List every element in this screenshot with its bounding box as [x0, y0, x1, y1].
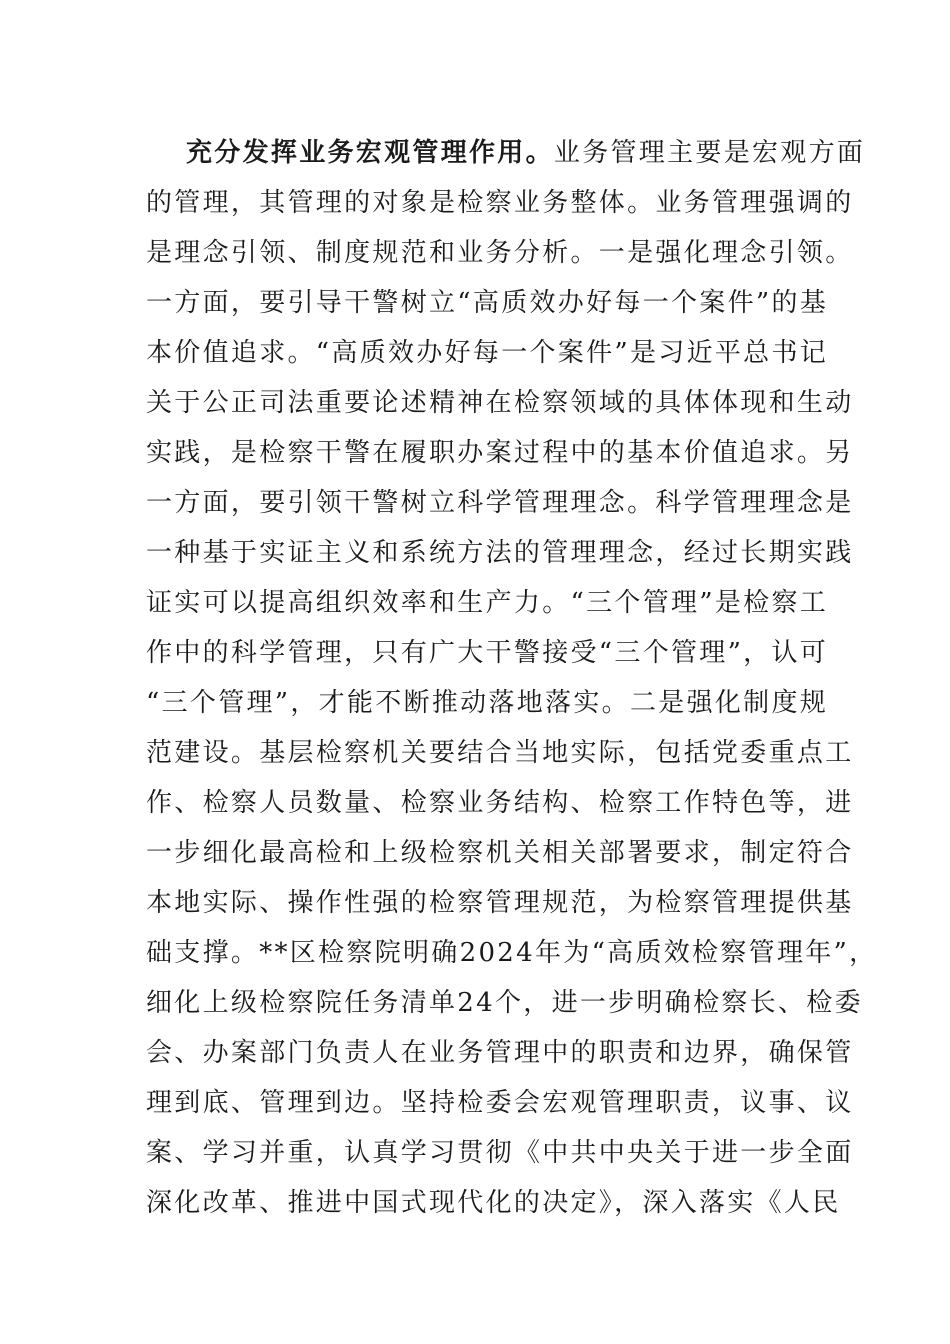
text-line: 本价值追求。“高质效办好每一个案件”是习近平总书记 — [146, 338, 829, 368]
text-line: 会、办案部门负责人在业务管理中的职责和边界，确保管 — [146, 1038, 854, 1068]
text-line: 关于公正司法重要论述精神在检察领域的具体体现和生动 — [146, 388, 854, 418]
text-line: 理到底、管理到边。坚持检委会宏观管理职责，议事、议 — [146, 1088, 854, 1118]
text-line: 一方面，要引领干警树立科学管理理念。科学管理理念是 — [146, 488, 854, 518]
text-line: 作、检察人员数量、检察业务结构、检察工作特色等，进 — [146, 788, 854, 818]
text-line: 实践，是检察干警在履职办案过程中的基本价值追求。另 — [146, 438, 854, 468]
text-line: 的管理，其管理的对象是检察业务整体。业务管理强调的 — [146, 188, 854, 218]
body-paragraph — [146, 128, 878, 1228]
text-line: “三个管理”，才能不断推动落地落实。二是强化制度规 — [146, 688, 829, 718]
text-line: 作中的科学管理，只有广大干警接受“三个管理”，认可 — [146, 638, 829, 668]
text-line: 本地实际、操作性强的检察管理规范，为检察管理提供基 — [146, 888, 854, 918]
paragraph-heading: 充分发挥业务宏观管理作用。 — [186, 138, 554, 168]
text-line: 深化改革、推进中国式现代化的决定》，深入落实《人民 — [146, 1188, 841, 1218]
paragraph-first-line — [146, 128, 866, 178]
text-line: 一步细化最高检和上级检察机关相关部署要求，制定符合 — [146, 838, 854, 868]
text-line: 是理念引领、制度规范和业务分析。一是强化理念引领。 — [146, 238, 854, 268]
text-line: 一种基于实证主义和系统方法的管理理念，经过长期实践 — [146, 538, 854, 568]
text-line: 一方面，要引导干警树立“高质效办好每一个案件”的基 — [146, 288, 829, 318]
text-line: 业务管理主要是宏观方面 — [553, 138, 866, 168]
text-line: 范建设。基层检察机关要结合当地实际，包括党委重点工 — [146, 738, 854, 768]
text-line: 细化上级检察院任务清单24个，进一步明确检察长、检委 — [146, 988, 863, 1018]
text-line: 证实可以提高组织效率和生产力。“三个管理”是检察工 — [146, 588, 829, 618]
text-line: 案、学习并重，认真学习贯彻《中共中央关于进一步全面 — [146, 1138, 854, 1168]
text-line: 础支撑。**区检察院明确2024年为“高质效检察管理年”， — [146, 938, 878, 968]
